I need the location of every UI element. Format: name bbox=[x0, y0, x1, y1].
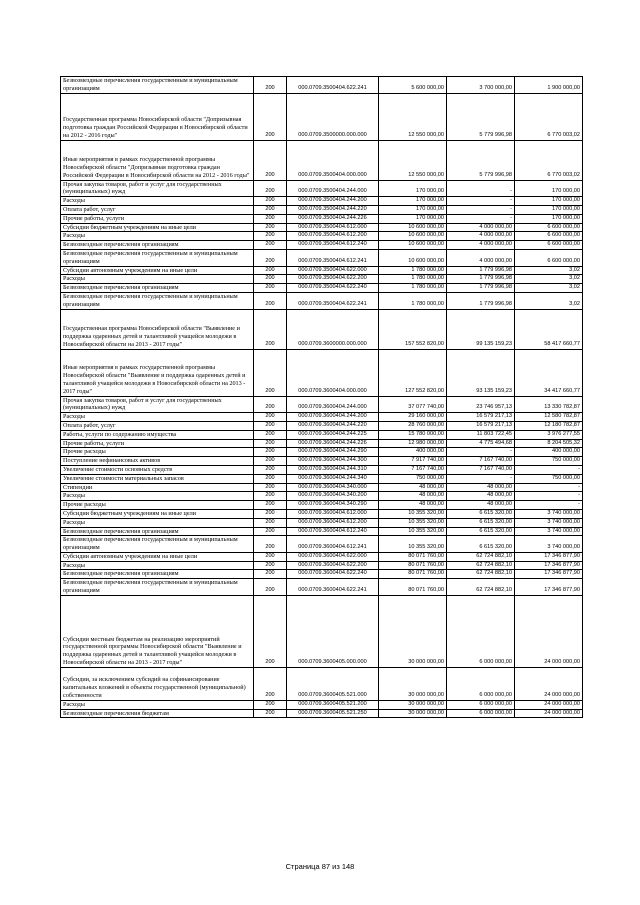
row-budget-code: 000.0709.3500404.622.240 bbox=[287, 284, 379, 293]
row-name: Увеличение стоимости материальных запасов bbox=[61, 474, 254, 483]
row-name: Расходы bbox=[61, 197, 254, 206]
row-code: 200 bbox=[254, 509, 287, 518]
table-row bbox=[61, 205, 583, 214]
row-executed-amount: 7 167 740,00 bbox=[447, 465, 515, 474]
page-number: Страница 87 из 148 bbox=[285, 862, 355, 871]
row-unexecuted-amount: 3 740 000,00 bbox=[515, 509, 583, 518]
row-budget-code: 000.0709.3500404.612.200 bbox=[287, 232, 379, 241]
table-row bbox=[61, 93, 583, 140]
row-approved-amount: 5 600 000,00 bbox=[379, 77, 447, 94]
row-name: Оплата работ, услуг bbox=[61, 421, 254, 430]
row-approved-amount: 30 000 000,00 bbox=[379, 595, 447, 667]
row-budget-code: 000.0709.3600404.244.225 bbox=[287, 430, 379, 439]
table-row bbox=[61, 667, 583, 700]
row-code: 200 bbox=[254, 205, 287, 214]
row-approved-amount: 750 000,00 bbox=[379, 474, 447, 483]
row-budget-code: 000.0709.3500404.244.200 bbox=[287, 197, 379, 206]
table-row bbox=[61, 595, 583, 667]
row-executed-amount: 4 000 000,00 bbox=[447, 223, 515, 232]
row-name: Безвозмездные перечисления организациям bbox=[61, 241, 254, 250]
row-name: Расходы bbox=[61, 492, 254, 501]
row-unexecuted-amount: 3,02 bbox=[515, 275, 583, 284]
row-name: Расходы bbox=[61, 700, 254, 709]
row-unexecuted-amount: 24 000 000,00 bbox=[515, 595, 583, 667]
row-approved-amount: 12 550 000,00 bbox=[379, 93, 447, 140]
row-name: Безвозмездные перечисления организациям bbox=[61, 570, 254, 579]
row-unexecuted-amount: 3 740 000,00 bbox=[515, 527, 583, 536]
row-code: 200 bbox=[254, 552, 287, 561]
table-row bbox=[61, 430, 583, 439]
budget-execution-table-container bbox=[60, 76, 582, 718]
table-row bbox=[61, 275, 583, 284]
row-name: Оплата работ, услуг bbox=[61, 205, 254, 214]
row-name: Субсидии автономным учреждениям на иные цели bbox=[61, 266, 254, 275]
row-name: Безвозмездные перечисления организациям bbox=[61, 284, 254, 293]
row-name: Расходы bbox=[61, 518, 254, 527]
table-row bbox=[61, 284, 583, 293]
row-unexecuted-amount: 8 204 505,32 bbox=[515, 439, 583, 448]
row-approved-amount: 10 600 000,00 bbox=[379, 223, 447, 232]
row-executed-amount: 6 615 320,00 bbox=[447, 527, 515, 536]
row-code: 200 bbox=[254, 518, 287, 527]
row-budget-code: 000.0709.3600404.612.000 bbox=[287, 509, 379, 518]
row-name: Расходы bbox=[61, 561, 254, 570]
table-row bbox=[61, 241, 583, 250]
row-unexecuted-amount: 17 346 877,90 bbox=[515, 552, 583, 561]
row-name: Безвозмездные перечисления государственным и муниципальным организациям bbox=[61, 536, 254, 553]
row-code: 200 bbox=[254, 292, 287, 309]
row-code: 200 bbox=[254, 483, 287, 492]
table-row bbox=[61, 536, 583, 553]
row-executed-amount: 5 779 996,98 bbox=[447, 140, 515, 180]
row-executed-amount: 16 579 217,13 bbox=[447, 421, 515, 430]
table-row bbox=[61, 266, 583, 275]
row-budget-code: 000.0709.3600404.622.241 bbox=[287, 579, 379, 596]
row-code: 200 bbox=[254, 214, 287, 223]
row-budget-code: 000.0709.3600404.622.200 bbox=[287, 561, 379, 570]
row-executed-amount: 4 000 000,00 bbox=[447, 241, 515, 250]
row-approved-amount: 80 071 760,00 bbox=[379, 552, 447, 561]
row-approved-amount: 7 917 740,00 bbox=[379, 457, 447, 466]
row-code: 200 bbox=[254, 241, 287, 250]
row-budget-code: 000.0709.3600404.244.000 bbox=[287, 396, 379, 413]
row-name: Иные мероприятия в рамках государственной программы Новосибирской области "Допризывная подготовка граждан Российской Федерации в Новосибирской области на 2012 - 2016 годы" bbox=[61, 140, 254, 180]
row-executed-amount: - bbox=[447, 180, 515, 197]
row-code: 200 bbox=[254, 492, 287, 501]
row-unexecuted-amount: 17 346 877,90 bbox=[515, 579, 583, 596]
row-budget-code: 000.0709.3500404.622.241 bbox=[287, 292, 379, 309]
row-name: Увеличение стоимости основных средств bbox=[61, 465, 254, 474]
table-row bbox=[61, 579, 583, 596]
table-row bbox=[61, 421, 583, 430]
row-budget-code: 000.0709.3600404.612.240 bbox=[287, 527, 379, 536]
row-approved-amount: 10 355 320,00 bbox=[379, 527, 447, 536]
row-executed-amount: 1 779 996,98 bbox=[447, 275, 515, 284]
row-code: 200 bbox=[254, 700, 287, 709]
row-code: 200 bbox=[254, 77, 287, 94]
row-code: 200 bbox=[254, 465, 287, 474]
row-code: 200 bbox=[254, 430, 287, 439]
row-budget-code: 000.0709.3600404.340.000 bbox=[287, 483, 379, 492]
row-name: Субсидии бюджетным учреждениям на иные цели bbox=[61, 509, 254, 518]
row-approved-amount: 7 167 740,00 bbox=[379, 465, 447, 474]
table-row bbox=[61, 180, 583, 197]
row-budget-code: 000.0709.3600404.612.241 bbox=[287, 536, 379, 553]
row-code: 200 bbox=[254, 457, 287, 466]
row-approved-amount: 170 000,00 bbox=[379, 180, 447, 197]
row-code: 200 bbox=[254, 232, 287, 241]
row-executed-amount: 62 724 882,10 bbox=[447, 570, 515, 579]
row-code: 200 bbox=[254, 93, 287, 140]
row-name: Расходы bbox=[61, 413, 254, 422]
row-executed-amount: 1 779 996,98 bbox=[447, 292, 515, 309]
row-approved-amount: 15 780 000,00 bbox=[379, 430, 447, 439]
row-approved-amount: 127 552 820,00 bbox=[379, 349, 447, 396]
row-budget-code: 000.0709.3600404.622.000 bbox=[287, 552, 379, 561]
table-row bbox=[61, 527, 583, 536]
row-name: Работы, услуги по содержанию имущества bbox=[61, 430, 254, 439]
table-row bbox=[61, 249, 583, 266]
table-row bbox=[61, 413, 583, 422]
row-unexecuted-amount: 1 900 000,00 bbox=[515, 77, 583, 94]
row-code: 200 bbox=[254, 595, 287, 667]
table-row bbox=[61, 709, 583, 718]
row-name: Субсидии автономным учреждениям на иные цели bbox=[61, 552, 254, 561]
row-approved-amount: 400 000,00 bbox=[379, 448, 447, 457]
row-budget-code: 000.0709.3600404.000.000 bbox=[287, 349, 379, 396]
row-budget-code: 000.0709.3500404.244.220 bbox=[287, 205, 379, 214]
row-unexecuted-amount: 24 000 000,00 bbox=[515, 709, 583, 718]
row-executed-amount: 6 000 000,00 bbox=[447, 595, 515, 667]
row-approved-amount: 1 780 000,00 bbox=[379, 292, 447, 309]
row-unexecuted-amount: - bbox=[515, 483, 583, 492]
row-budget-code: 000.0709.3500404.612.000 bbox=[287, 223, 379, 232]
row-unexecuted-amount: 3 740 000,00 bbox=[515, 518, 583, 527]
row-executed-amount: - bbox=[447, 214, 515, 223]
row-code: 200 bbox=[254, 266, 287, 275]
row-unexecuted-amount: 6 600 000,00 bbox=[515, 232, 583, 241]
row-approved-amount: 29 160 000,00 bbox=[379, 413, 447, 422]
row-approved-amount: 157 552 820,00 bbox=[379, 309, 447, 349]
row-approved-amount: 12 980 000,00 bbox=[379, 439, 447, 448]
row-budget-code: 000.0709.3600404.244.300 bbox=[287, 457, 379, 466]
row-code: 200 bbox=[254, 448, 287, 457]
row-approved-amount: 80 071 760,00 bbox=[379, 570, 447, 579]
row-code: 200 bbox=[254, 349, 287, 396]
table-body bbox=[61, 77, 583, 718]
row-unexecuted-amount: 6 770 003,02 bbox=[515, 93, 583, 140]
row-unexecuted-amount: 17 346 877,90 bbox=[515, 570, 583, 579]
row-approved-amount: 80 071 760,00 bbox=[379, 579, 447, 596]
row-approved-amount: 48 000,00 bbox=[379, 501, 447, 510]
row-code: 200 bbox=[254, 396, 287, 413]
row-name: Прочие расходы bbox=[61, 501, 254, 510]
row-name: Расходы bbox=[61, 275, 254, 284]
row-budget-code: 000.0709.3600404.244.200 bbox=[287, 413, 379, 422]
row-unexecuted-amount: 170 000,00 bbox=[515, 214, 583, 223]
row-approved-amount: 30 000 000,00 bbox=[379, 709, 447, 718]
row-executed-amount: 62 724 882,10 bbox=[447, 561, 515, 570]
row-unexecuted-amount: 12 580 782,87 bbox=[515, 413, 583, 422]
table-row bbox=[61, 396, 583, 413]
row-name: Стипендии bbox=[61, 483, 254, 492]
row-name: Безвозмездные перечисления организациям bbox=[61, 527, 254, 536]
row-code: 200 bbox=[254, 570, 287, 579]
row-name: Безвозмездные перечисления государственным и муниципальным организациям bbox=[61, 579, 254, 596]
row-approved-amount: 37 077 740,00 bbox=[379, 396, 447, 413]
row-unexecuted-amount: 6 770 003,02 bbox=[515, 140, 583, 180]
row-budget-code: 000.0709.3500404.244.226 bbox=[287, 214, 379, 223]
row-budget-code: 000.0709.3600404.340.290 bbox=[287, 501, 379, 510]
table-row bbox=[61, 439, 583, 448]
row-unexecuted-amount: 170 000,00 bbox=[515, 197, 583, 206]
row-executed-amount: 3 700 000,00 bbox=[447, 77, 515, 94]
row-unexecuted-amount: 170 000,00 bbox=[515, 205, 583, 214]
row-approved-amount: 10 600 000,00 bbox=[379, 249, 447, 266]
row-budget-code: 000.0709.3600405.521.250 bbox=[287, 709, 379, 718]
row-code: 200 bbox=[254, 421, 287, 430]
row-unexecuted-amount: 3 976 277,55 bbox=[515, 430, 583, 439]
row-executed-amount: 93 135 159,23 bbox=[447, 349, 515, 396]
row-approved-amount: 30 000 000,00 bbox=[379, 700, 447, 709]
row-executed-amount: 99 135 159,23 bbox=[447, 309, 515, 349]
row-unexecuted-amount: 400 000,00 bbox=[515, 448, 583, 457]
row-name: Расходы bbox=[61, 232, 254, 241]
row-approved-amount: 10 355 320,00 bbox=[379, 509, 447, 518]
table-row bbox=[61, 140, 583, 180]
row-code: 200 bbox=[254, 536, 287, 553]
row-approved-amount: 80 071 760,00 bbox=[379, 561, 447, 570]
row-unexecuted-amount: 750 000,00 bbox=[515, 474, 583, 483]
row-executed-amount: 6 000 000,00 bbox=[447, 667, 515, 700]
row-unexecuted-amount: 34 417 660,77 bbox=[515, 349, 583, 396]
row-executed-amount: - bbox=[447, 197, 515, 206]
table-row bbox=[61, 552, 583, 561]
row-code: 200 bbox=[254, 249, 287, 266]
row-code: 200 bbox=[254, 474, 287, 483]
row-executed-amount: 1 779 996,98 bbox=[447, 284, 515, 293]
table-row bbox=[61, 77, 583, 94]
row-approved-amount: 48 000,00 bbox=[379, 483, 447, 492]
row-budget-code: 000.0709.3600404.622.240 bbox=[287, 570, 379, 579]
row-executed-amount: 11 803 722,45 bbox=[447, 430, 515, 439]
table-row bbox=[61, 349, 583, 396]
row-budget-code: 000.0709.3600405.521.000 bbox=[287, 667, 379, 700]
row-code: 200 bbox=[254, 667, 287, 700]
row-executed-amount: 7 167 740,00 bbox=[447, 457, 515, 466]
row-executed-amount: 62 724 882,10 bbox=[447, 579, 515, 596]
row-budget-code: 000.0709.3600404.244.290 bbox=[287, 448, 379, 457]
row-executed-amount: 4 000 000,00 bbox=[447, 249, 515, 266]
row-budget-code: 000.0709.3500404.622.200 bbox=[287, 275, 379, 284]
row-budget-code: 000.0709.3600404.612.200 bbox=[287, 518, 379, 527]
row-executed-amount: 4 000 000,00 bbox=[447, 232, 515, 241]
row-name: Поступление нефинансовых активов bbox=[61, 457, 254, 466]
row-name: Субсидии бюджетным учреждениям на иные цели bbox=[61, 223, 254, 232]
row-name: Иные мероприятия в рамках государственной программы Новосибирской области "Выявление и поддержка одаренных детей и талантливой учащейся молодежи в Новосибирской области на 2013 - 2017 годы" bbox=[61, 349, 254, 396]
row-approved-amount: 48 000,00 bbox=[379, 492, 447, 501]
row-approved-amount: 10 600 000,00 bbox=[379, 241, 447, 250]
row-executed-amount: 5 779 996,98 bbox=[447, 93, 515, 140]
row-name: Безвозмездные перечисления государственным и муниципальным организациям bbox=[61, 249, 254, 266]
row-budget-code: 000.0709.3500404.244.000 bbox=[287, 180, 379, 197]
row-executed-amount: 16 579 217,13 bbox=[447, 413, 515, 422]
row-name: Прочие расходы bbox=[61, 448, 254, 457]
row-name: Безвозмездные перечисления государственным и муниципальным организациям bbox=[61, 292, 254, 309]
row-approved-amount: 1 780 000,00 bbox=[379, 275, 447, 284]
row-name: Субсидии, за исключением субсидий на софинансирование капитальных вложений в объекты государственной (муниципальной) собственности bbox=[61, 667, 254, 700]
row-unexecuted-amount: 3,02 bbox=[515, 266, 583, 275]
row-unexecuted-amount: 3 740 000,00 bbox=[515, 536, 583, 553]
row-executed-amount: 48 000,00 bbox=[447, 501, 515, 510]
table-row bbox=[61, 501, 583, 510]
row-approved-amount: 28 760 000,00 bbox=[379, 421, 447, 430]
row-code: 200 bbox=[254, 284, 287, 293]
row-executed-amount: 6 000 000,00 bbox=[447, 709, 515, 718]
row-budget-code: 000.0709.3600405.521.200 bbox=[287, 700, 379, 709]
row-budget-code: 000.0709.3500404.612.240 bbox=[287, 241, 379, 250]
row-code: 200 bbox=[254, 413, 287, 422]
row-executed-amount: 6 615 320,00 bbox=[447, 518, 515, 527]
row-budget-code: 000.0709.3600404.244.310 bbox=[287, 465, 379, 474]
row-budget-code: 000.0709.3600404.340.200 bbox=[287, 492, 379, 501]
row-budget-code: 000.0709.3500000.000.000 bbox=[287, 93, 379, 140]
row-budget-code: 000.0709.3500404.622.000 bbox=[287, 266, 379, 275]
row-approved-amount: 170 000,00 bbox=[379, 214, 447, 223]
row-name: Государственная программа Новосибирской области "Выявление и поддержка одаренных детей и талантливой учащейся молодежи в Новосибирской области на 2013 - 2017 годы" bbox=[61, 309, 254, 349]
row-unexecuted-amount: 6 600 000,00 bbox=[515, 249, 583, 266]
row-unexecuted-amount: 12 180 782,87 bbox=[515, 421, 583, 430]
row-unexecuted-amount: 24 000 000,00 bbox=[515, 667, 583, 700]
row-executed-amount: - bbox=[447, 448, 515, 457]
row-name: Безвозмездные перечисления государственным и муниципальным организациям bbox=[61, 77, 254, 94]
row-unexecuted-amount: 24 000 000,00 bbox=[515, 700, 583, 709]
budget-execution-table bbox=[60, 76, 583, 718]
row-name: Безвозмездные перечисления бюджетам bbox=[61, 709, 254, 718]
row-unexecuted-amount: 3,02 bbox=[515, 292, 583, 309]
row-name: Государственная программа Новосибирской области "Допризывная подготовка граждан Российской Федерации в Новосибирской области на 2012 - 2016 годы" bbox=[61, 93, 254, 140]
row-code: 200 bbox=[254, 439, 287, 448]
table-row bbox=[61, 518, 583, 527]
row-budget-code: 000.0709.3600000.000.000 bbox=[287, 309, 379, 349]
row-code: 200 bbox=[254, 309, 287, 349]
row-code: 200 bbox=[254, 527, 287, 536]
table-row bbox=[61, 448, 583, 457]
row-code: 200 bbox=[254, 275, 287, 284]
row-unexecuted-amount: - bbox=[515, 492, 583, 501]
row-unexecuted-amount: 750 000,00 bbox=[515, 457, 583, 466]
table-row bbox=[61, 561, 583, 570]
row-budget-code: 000.0709.3600404.244.220 bbox=[287, 421, 379, 430]
row-code: 200 bbox=[254, 579, 287, 596]
row-approved-amount: 10 600 000,00 bbox=[379, 232, 447, 241]
table-row bbox=[61, 232, 583, 241]
row-executed-amount: 1 779 996,98 bbox=[447, 266, 515, 275]
row-executed-amount: - bbox=[447, 205, 515, 214]
row-budget-code: 000.0709.3600405.000.000 bbox=[287, 595, 379, 667]
table-row bbox=[61, 492, 583, 501]
row-approved-amount: 12 550 000,00 bbox=[379, 140, 447, 180]
row-code: 200 bbox=[254, 140, 287, 180]
table-row bbox=[61, 197, 583, 206]
row-budget-code: 000.0709.3600404.244.226 bbox=[287, 439, 379, 448]
row-code: 200 bbox=[254, 197, 287, 206]
row-code: 200 bbox=[254, 180, 287, 197]
table-row bbox=[61, 570, 583, 579]
row-code: 200 bbox=[254, 223, 287, 232]
row-name: Прочие работы, услуги bbox=[61, 439, 254, 448]
row-unexecuted-amount: 13 330 782,87 bbox=[515, 396, 583, 413]
row-unexecuted-amount: 6 600 000,00 bbox=[515, 241, 583, 250]
row-budget-code: 000.0709.3500404.000.000 bbox=[287, 140, 379, 180]
row-executed-amount: 4 775 494,68 bbox=[447, 439, 515, 448]
row-executed-amount: 6 000 000,00 bbox=[447, 700, 515, 709]
row-name: Прочие работы, услуги bbox=[61, 214, 254, 223]
table-row bbox=[61, 214, 583, 223]
row-executed-amount: - bbox=[447, 474, 515, 483]
table-row bbox=[61, 457, 583, 466]
table-row bbox=[61, 292, 583, 309]
row-approved-amount: 10 355 320,00 bbox=[379, 536, 447, 553]
row-approved-amount: 1 780 000,00 bbox=[379, 284, 447, 293]
table-row bbox=[61, 509, 583, 518]
row-budget-code: 000.0709.3600404.244.340 bbox=[287, 474, 379, 483]
row-approved-amount: 170 000,00 bbox=[379, 197, 447, 206]
row-unexecuted-amount: 58 417 660,77 bbox=[515, 309, 583, 349]
table-row bbox=[61, 309, 583, 349]
table-row bbox=[61, 474, 583, 483]
row-executed-amount: 6 615 320,00 bbox=[447, 509, 515, 518]
row-code: 200 bbox=[254, 501, 287, 510]
table-row bbox=[61, 223, 583, 232]
row-budget-code: 000.0709.3500404.612.241 bbox=[287, 249, 379, 266]
row-unexecuted-amount: 17 346 877,90 bbox=[515, 561, 583, 570]
row-approved-amount: 1 780 000,00 bbox=[379, 266, 447, 275]
row-unexecuted-amount: 6 600 000,00 bbox=[515, 223, 583, 232]
row-approved-amount: 170 000,00 bbox=[379, 205, 447, 214]
row-budget-code: 000.0709.3500404.622.241 bbox=[287, 77, 379, 94]
row-unexecuted-amount: - bbox=[515, 501, 583, 510]
table-row bbox=[61, 465, 583, 474]
row-code: 200 bbox=[254, 709, 287, 718]
row-unexecuted-amount: 170 000,00 bbox=[515, 180, 583, 197]
table-row bbox=[61, 700, 583, 709]
row-code: 200 bbox=[254, 561, 287, 570]
row-approved-amount: 10 355 320,00 bbox=[379, 518, 447, 527]
row-executed-amount: 48 000,00 bbox=[447, 492, 515, 501]
row-name: Прочая закупка товаров, работ и услуг для государственных (муниципальных) нужд bbox=[61, 180, 254, 197]
row-name: Субсидии местным бюджетам на реализацию мероприятий государственной программы Новосибирской области "Выявление и поддержка одаренных детей и талантливой учащейся молодежи в Новосибирской области на 2013 - 2017 годы" bbox=[61, 595, 254, 667]
row-executed-amount: 6 615 320,00 bbox=[447, 536, 515, 553]
table-row bbox=[61, 483, 583, 492]
row-executed-amount: 23 746 957,13 bbox=[447, 396, 515, 413]
row-unexecuted-amount: - bbox=[515, 465, 583, 474]
row-name: Прочая закупка товаров, работ и услуг для государственных (муниципальных) нужд bbox=[61, 396, 254, 413]
row-executed-amount: 48 000,00 bbox=[447, 483, 515, 492]
row-executed-amount: 62 724 882,10 bbox=[447, 552, 515, 561]
row-unexecuted-amount: 3,02 bbox=[515, 284, 583, 293]
row-approved-amount: 30 000 000,00 bbox=[379, 667, 447, 700]
